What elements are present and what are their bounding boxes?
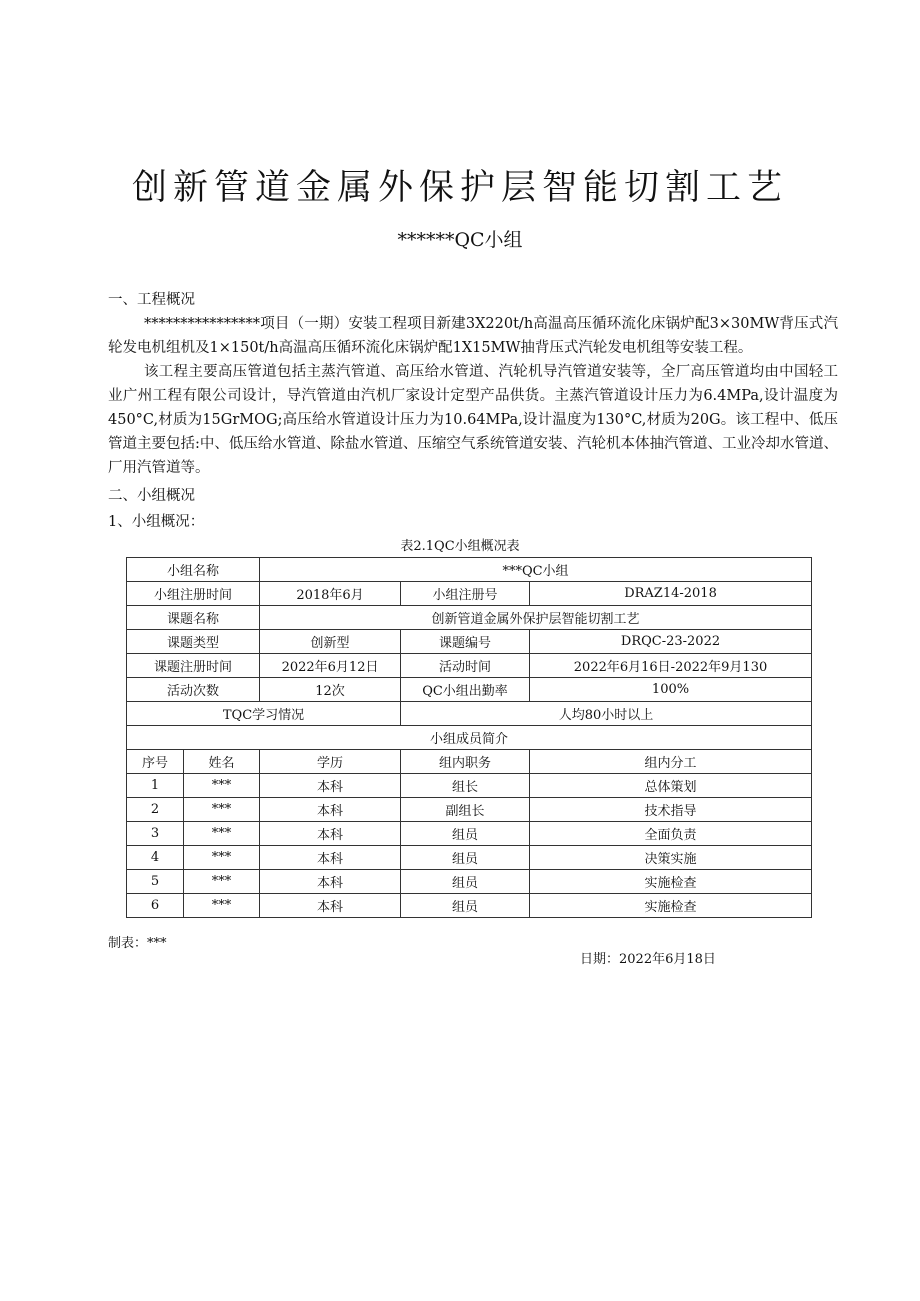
table-cell: 课题编号 (401, 630, 530, 654)
table-row (127, 894, 812, 918)
table-cell: 2022年6月12日 (260, 654, 401, 678)
table-cell: 创新型 (260, 630, 401, 654)
table-cell: 小组注册时间 (127, 582, 260, 606)
table-cell: 技术指导 (530, 798, 812, 822)
section-heading-group: 二、小组概况 (108, 488, 195, 504)
table-cell: 组员 (401, 822, 530, 846)
table-cell: 组员 (401, 870, 530, 894)
table-cell: 小组成员简介 (127, 726, 812, 750)
column-header: 组内职务 (401, 750, 530, 774)
prepared-by: 制表：*** (108, 936, 167, 951)
table-cell: 活动时间 (401, 654, 530, 678)
table-cell: 小组名称 (127, 558, 260, 582)
table-cell: 12次 (260, 678, 401, 702)
section-subheading-group: 1、小组概况： (108, 514, 205, 530)
column-header: 姓名 (184, 750, 260, 774)
table-cell: 组员 (401, 894, 530, 918)
column-header: 学历 (260, 750, 401, 774)
table-cell: *** (184, 870, 260, 894)
table-cell: 课题名称 (127, 606, 260, 630)
table-cell: 本科 (260, 894, 401, 918)
table-row (127, 798, 812, 822)
table-cell: 实施检查 (530, 894, 812, 918)
table-cell: DRAZ14-2018 (530, 582, 812, 606)
table-cell: 本科 (260, 822, 401, 846)
table-caption: 表2.1QC小组概况表 (400, 539, 520, 554)
table-cell: 本科 (260, 846, 401, 870)
table-row (127, 558, 812, 582)
table-row (127, 702, 812, 726)
table-cell: 实施检查 (530, 870, 812, 894)
table-cell: 3 (127, 822, 184, 846)
table-row (127, 606, 812, 630)
table-cell: *** (184, 774, 260, 798)
table-row (127, 630, 812, 654)
table-cell: 活动次数 (127, 678, 260, 702)
column-header: 组内分工 (530, 750, 812, 774)
table-cell: 全面负责 (530, 822, 812, 846)
table-cell: ***QC小组 (260, 558, 812, 582)
table-cell: 100% (530, 678, 812, 702)
table-row (127, 870, 812, 894)
column-header: 序号 (127, 750, 184, 774)
table-header-row (127, 750, 812, 774)
table-cell: 1 (127, 774, 184, 798)
section-heading-overview: 一、工程概况 (108, 292, 195, 308)
table-row (127, 678, 812, 702)
document-title: 创新管道金属外保护层智能切割工艺 (131, 168, 788, 208)
table-cell: 2022年6月16日-2022年9月130 (530, 654, 812, 678)
table-cell: 4 (127, 846, 184, 870)
table-cell: 2 (127, 798, 184, 822)
table-cell: 课题注册时间 (127, 654, 260, 678)
table-cell: *** (184, 798, 260, 822)
table-cell: DRQC-23-2022 (530, 630, 812, 654)
table-row (127, 726, 812, 750)
table-row (127, 774, 812, 798)
table-row (127, 846, 812, 870)
table-cell: TQC学习情况 (127, 702, 401, 726)
qc-group-table (126, 557, 812, 918)
table-cell: QC小组出勤率 (401, 678, 530, 702)
table-cell: 小组注册号 (401, 582, 530, 606)
table-row (127, 582, 812, 606)
table-cell: 副组长 (401, 798, 530, 822)
table-cell: 总体策划 (530, 774, 812, 798)
overview-paragraph-1: ****************项目（一期）安装工程项目新建3X220t/h高温高压循环流化床锅炉配3×30MW背压式汽轮发电机组机及1×150t/h高温高压循环流化床锅炉配1X15MW抽背压式汽轮发电机组等安装工程。 (108, 316, 838, 356)
table-cell: 课题类型 (127, 630, 260, 654)
table-cell: 人均80小时以上 (401, 702, 812, 726)
table-cell: 创新管道金属外保护层智能切割工艺 (260, 606, 812, 630)
table-cell: 本科 (260, 798, 401, 822)
table-cell: *** (184, 846, 260, 870)
table-cell: 组长 (401, 774, 530, 798)
table-cell: *** (184, 822, 260, 846)
table-cell: 本科 (260, 870, 401, 894)
table-cell: 5 (127, 870, 184, 894)
table-cell: 6 (127, 894, 184, 918)
table-cell: 决策实施 (530, 846, 812, 870)
table-cell: 本科 (260, 774, 401, 798)
group-subtitle: ******QC小组 (397, 229, 523, 251)
table-cell: 组员 (401, 846, 530, 870)
overview-paragraph-2: 该工程主要高压管道包括主蒸汽管道、高压给水管道、汽轮机导汽管道安装等，全厂高压管道均由中国轻工业广州工程有限公司设计，导汽管道由汽机厂家设计定型产品供货。主蒸汽管道设计压力为6.4MPa,设计温度为450°C,材质为15GrMOG;高压给水管道设计压力为10.64MPa,设计温度为130°C,材质为20G。该工程中、低压管道主要包括:中、低压给水管道、除盐水管道、压缩空气系统管道安装、汽轮机本体抽汽管道、工业冷却水管道、厂用汽管道等。 (108, 364, 838, 476)
table-row (127, 654, 812, 678)
table-row (127, 822, 812, 846)
table-cell: *** (184, 894, 260, 918)
document-date: 日期：2022年6月18日 (580, 952, 716, 967)
table-cell: 2018年6月 (260, 582, 401, 606)
